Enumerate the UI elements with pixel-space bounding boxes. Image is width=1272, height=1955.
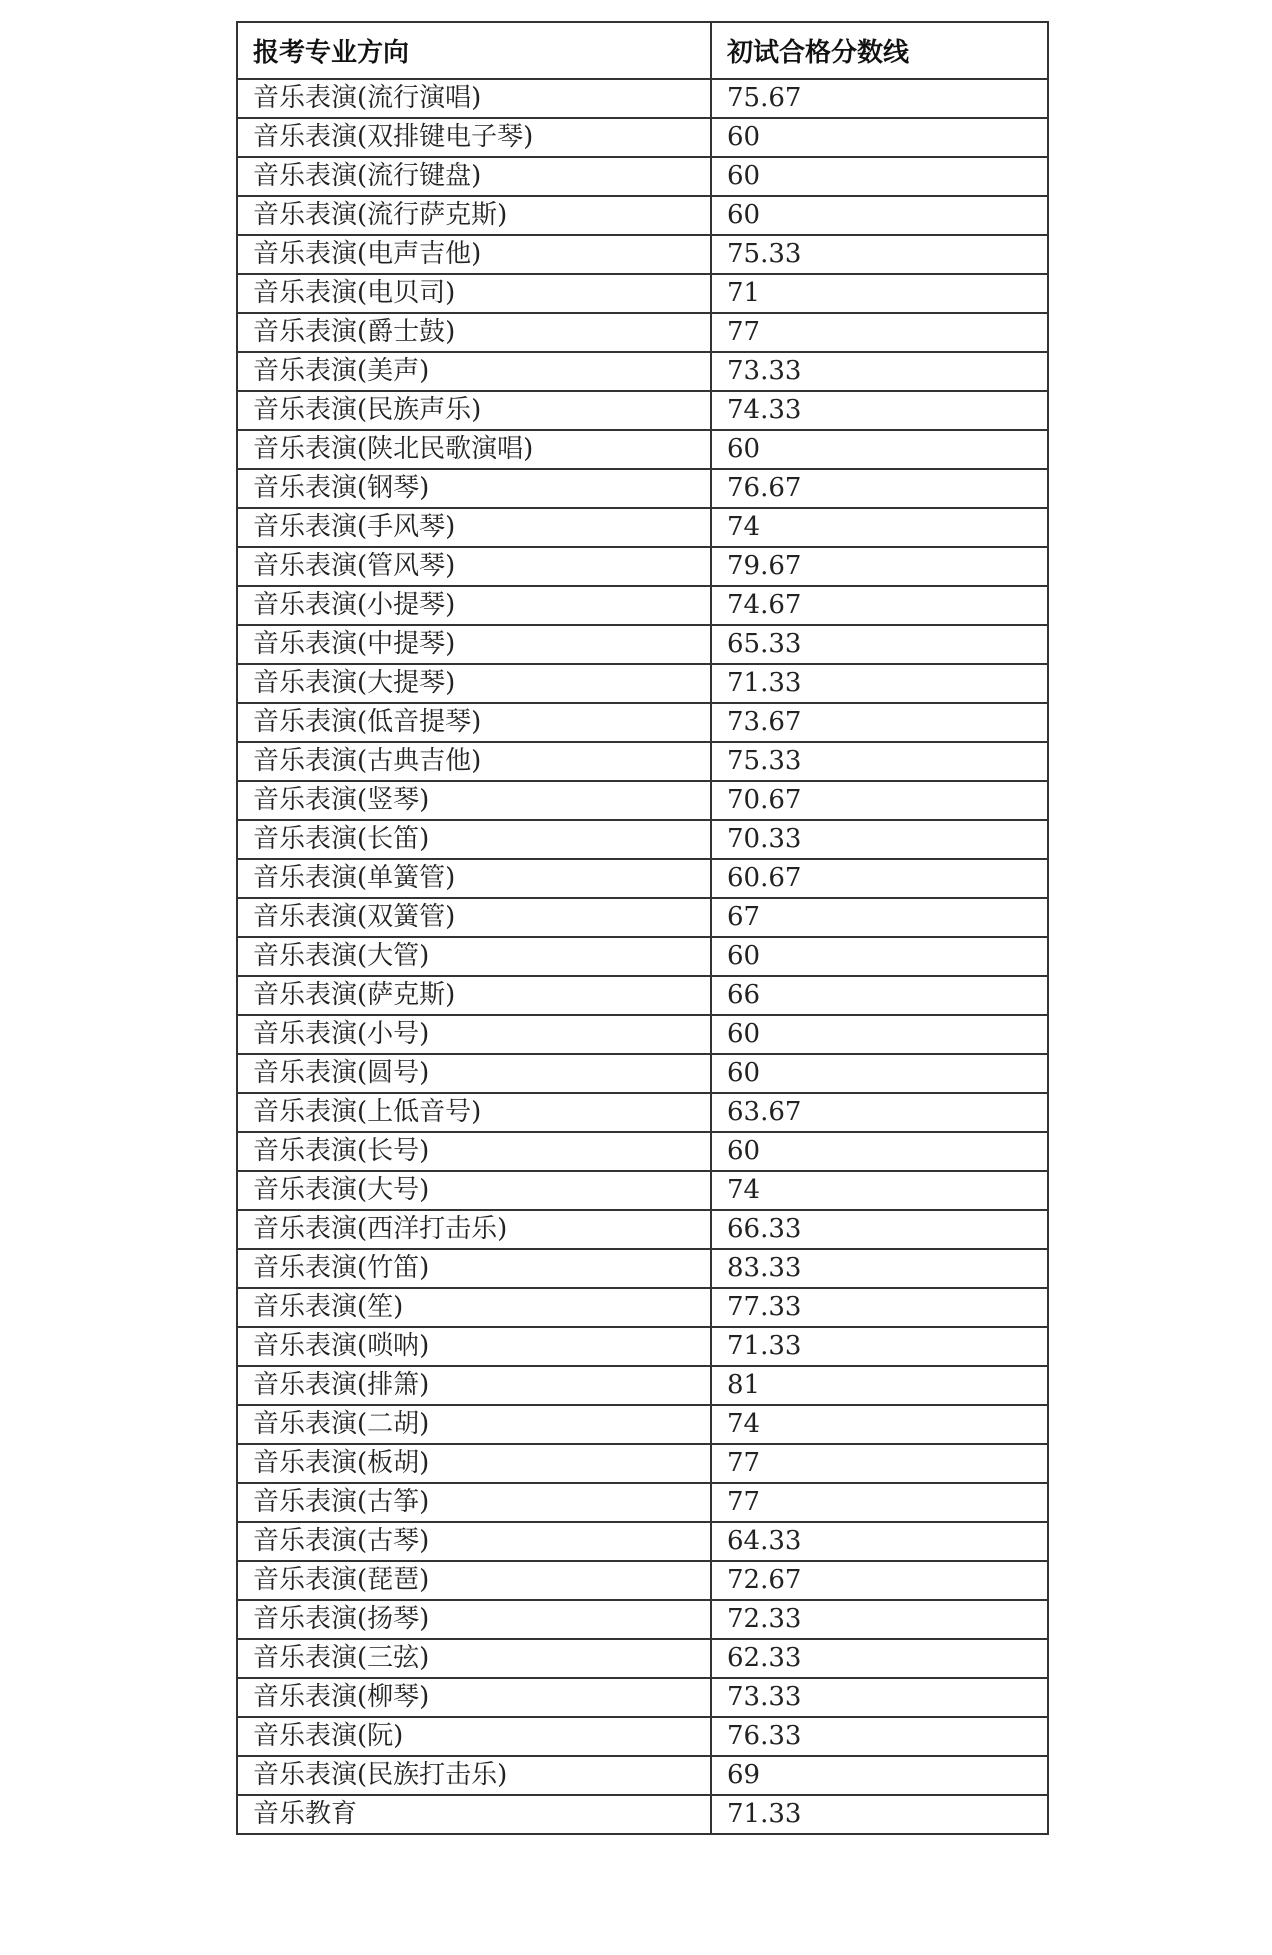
table-body <box>237 79 1048 1834</box>
major-cell: 音乐表演(爵士鼓) <box>237 313 711 352</box>
table-row <box>237 625 1048 664</box>
major-cell: 音乐表演(竹笛) <box>237 1249 711 1288</box>
major-cell: 音乐表演(古琴) <box>237 1522 711 1561</box>
score-cell: 73.33 <box>711 1678 1048 1717</box>
score-cell: 75.33 <box>711 742 1048 781</box>
score-cell: 67 <box>711 898 1048 937</box>
major-cell: 音乐表演(流行键盘) <box>237 157 711 196</box>
score-cell: 60 <box>711 1015 1048 1054</box>
score-cell: 74 <box>711 1171 1048 1210</box>
score-cell: 70.67 <box>711 781 1048 820</box>
major-cell: 音乐表演(单簧管) <box>237 859 711 898</box>
score-cell: 60 <box>711 937 1048 976</box>
major-cell: 音乐表演(电贝司) <box>237 274 711 313</box>
major-cell: 音乐表演(美声) <box>237 352 711 391</box>
score-cell: 75.67 <box>711 79 1048 118</box>
score-cell: 72.67 <box>711 1561 1048 1600</box>
table-row <box>237 742 1048 781</box>
score-cell: 70.33 <box>711 820 1048 859</box>
major-cell: 音乐表演(古典吉他) <box>237 742 711 781</box>
score-cell: 77.33 <box>711 1288 1048 1327</box>
major-cell: 音乐表演(大号) <box>237 1171 711 1210</box>
score-cell: 74.67 <box>711 586 1048 625</box>
table-row <box>237 781 1048 820</box>
major-cell: 音乐表演(低音提琴) <box>237 703 711 742</box>
score-cell: 74.33 <box>711 391 1048 430</box>
table-row <box>237 1249 1048 1288</box>
score-cell: 66 <box>711 976 1048 1015</box>
score-cell: 71 <box>711 274 1048 313</box>
score-cell: 75.33 <box>711 235 1048 274</box>
table-row <box>237 1288 1048 1327</box>
table-row <box>237 391 1048 430</box>
table-row <box>237 1093 1048 1132</box>
major-cell: 音乐表演(钢琴) <box>237 469 711 508</box>
major-cell: 音乐表演(西洋打击乐) <box>237 1210 711 1249</box>
score-cell: 69 <box>711 1756 1048 1795</box>
major-cell: 音乐表演(手风琴) <box>237 508 711 547</box>
table-row <box>237 1678 1048 1717</box>
table-row <box>237 235 1048 274</box>
major-cell: 音乐教育 <box>237 1795 711 1834</box>
table-row <box>237 664 1048 703</box>
score-cell: 60 <box>711 1054 1048 1093</box>
score-cell: 79.67 <box>711 547 1048 586</box>
score-cell: 76.33 <box>711 1717 1048 1756</box>
table-row <box>237 1795 1048 1834</box>
table-row <box>237 976 1048 1015</box>
table-row <box>237 1054 1048 1093</box>
table-row <box>237 1015 1048 1054</box>
major-cell: 音乐表演(古筝) <box>237 1483 711 1522</box>
major-cell: 音乐表演(阮) <box>237 1717 711 1756</box>
major-cell: 音乐表演(大提琴) <box>237 664 711 703</box>
table-row <box>237 1600 1048 1639</box>
table-row <box>237 1756 1048 1795</box>
table-row <box>237 1522 1048 1561</box>
table-row <box>237 1132 1048 1171</box>
score-cell: 62.33 <box>711 1639 1048 1678</box>
table-row <box>237 859 1048 898</box>
score-cell: 77 <box>711 1444 1048 1483</box>
score-cell: 71.33 <box>711 1795 1048 1834</box>
score-cell: 81 <box>711 1366 1048 1405</box>
table-row <box>237 508 1048 547</box>
score-cell: 65.33 <box>711 625 1048 664</box>
header-major: 报考专业方向 <box>237 22 711 79</box>
table-row <box>237 820 1048 859</box>
table-row <box>237 1405 1048 1444</box>
table-row <box>237 1444 1048 1483</box>
major-cell: 音乐表演(竖琴) <box>237 781 711 820</box>
header-score: 初试合格分数线 <box>711 22 1048 79</box>
table-row <box>237 1639 1048 1678</box>
major-cell: 音乐表演(双簧管) <box>237 898 711 937</box>
major-cell: 音乐表演(上低音号) <box>237 1093 711 1132</box>
score-cell: 71.33 <box>711 1327 1048 1366</box>
major-cell: 音乐表演(民族打击乐) <box>237 1756 711 1795</box>
score-cell: 60 <box>711 1132 1048 1171</box>
table-row <box>237 430 1048 469</box>
score-cell: 71.33 <box>711 664 1048 703</box>
major-cell: 音乐表演(中提琴) <box>237 625 711 664</box>
table-row <box>237 1483 1048 1522</box>
major-cell: 音乐表演(琵琶) <box>237 1561 711 1600</box>
table-row <box>237 898 1048 937</box>
header-row <box>237 22 1048 79</box>
table-row <box>237 274 1048 313</box>
table-row <box>237 1210 1048 1249</box>
major-cell: 音乐表演(三弦) <box>237 1639 711 1678</box>
major-cell: 音乐表演(双排键电子琴) <box>237 118 711 157</box>
major-cell: 音乐表演(二胡) <box>237 1405 711 1444</box>
table-row <box>237 1366 1048 1405</box>
major-cell: 音乐表演(笙) <box>237 1288 711 1327</box>
table-row <box>237 196 1048 235</box>
table-row <box>237 118 1048 157</box>
score-cell: 60.67 <box>711 859 1048 898</box>
major-cell: 音乐表演(长笛) <box>237 820 711 859</box>
score-cell: 83.33 <box>711 1249 1048 1288</box>
table-row <box>237 586 1048 625</box>
major-cell: 音乐表演(小提琴) <box>237 586 711 625</box>
table-row <box>237 1327 1048 1366</box>
major-cell: 音乐表演(圆号) <box>237 1054 711 1093</box>
major-cell: 音乐表演(管风琴) <box>237 547 711 586</box>
table-row <box>237 547 1048 586</box>
table-row <box>237 937 1048 976</box>
table-row <box>237 352 1048 391</box>
table-row <box>237 1561 1048 1600</box>
major-cell: 音乐表演(板胡) <box>237 1444 711 1483</box>
score-cell: 76.67 <box>711 469 1048 508</box>
score-cell: 73.33 <box>711 352 1048 391</box>
score-cell: 74 <box>711 508 1048 547</box>
score-cell: 73.67 <box>711 703 1048 742</box>
major-cell: 音乐表演(扬琴) <box>237 1600 711 1639</box>
major-cell: 音乐表演(流行萨克斯) <box>237 196 711 235</box>
table-row <box>237 157 1048 196</box>
score-cell: 64.33 <box>711 1522 1048 1561</box>
major-cell: 音乐表演(萨克斯) <box>237 976 711 1015</box>
major-cell: 音乐表演(长号) <box>237 1132 711 1171</box>
score-cell: 60 <box>711 118 1048 157</box>
table-row <box>237 313 1048 352</box>
major-cell: 音乐表演(电声吉他) <box>237 235 711 274</box>
table-row <box>237 1717 1048 1756</box>
score-cell: 60 <box>711 196 1048 235</box>
score-cell: 66.33 <box>711 1210 1048 1249</box>
score-cell: 77 <box>711 313 1048 352</box>
score-cell: 74 <box>711 1405 1048 1444</box>
major-cell: 音乐表演(民族声乐) <box>237 391 711 430</box>
major-cell: 音乐表演(排箫) <box>237 1366 711 1405</box>
table-header <box>237 22 1048 79</box>
score-cell: 77 <box>711 1483 1048 1522</box>
major-cell: 音乐表演(唢呐) <box>237 1327 711 1366</box>
major-cell: 音乐表演(大管) <box>237 937 711 976</box>
major-cell: 音乐表演(柳琴) <box>237 1678 711 1717</box>
major-cell: 音乐表演(陕北民歌演唱) <box>237 430 711 469</box>
score-cell: 63.67 <box>711 1093 1048 1132</box>
major-cell: 音乐表演(流行演唱) <box>237 79 711 118</box>
table-row <box>237 79 1048 118</box>
table-row <box>237 469 1048 508</box>
score-table <box>236 21 1049 1835</box>
table-row <box>237 1171 1048 1210</box>
score-cell: 60 <box>711 157 1048 196</box>
major-cell: 音乐表演(小号) <box>237 1015 711 1054</box>
score-cell: 72.33 <box>711 1600 1048 1639</box>
score-cell: 60 <box>711 430 1048 469</box>
table-row <box>237 703 1048 742</box>
